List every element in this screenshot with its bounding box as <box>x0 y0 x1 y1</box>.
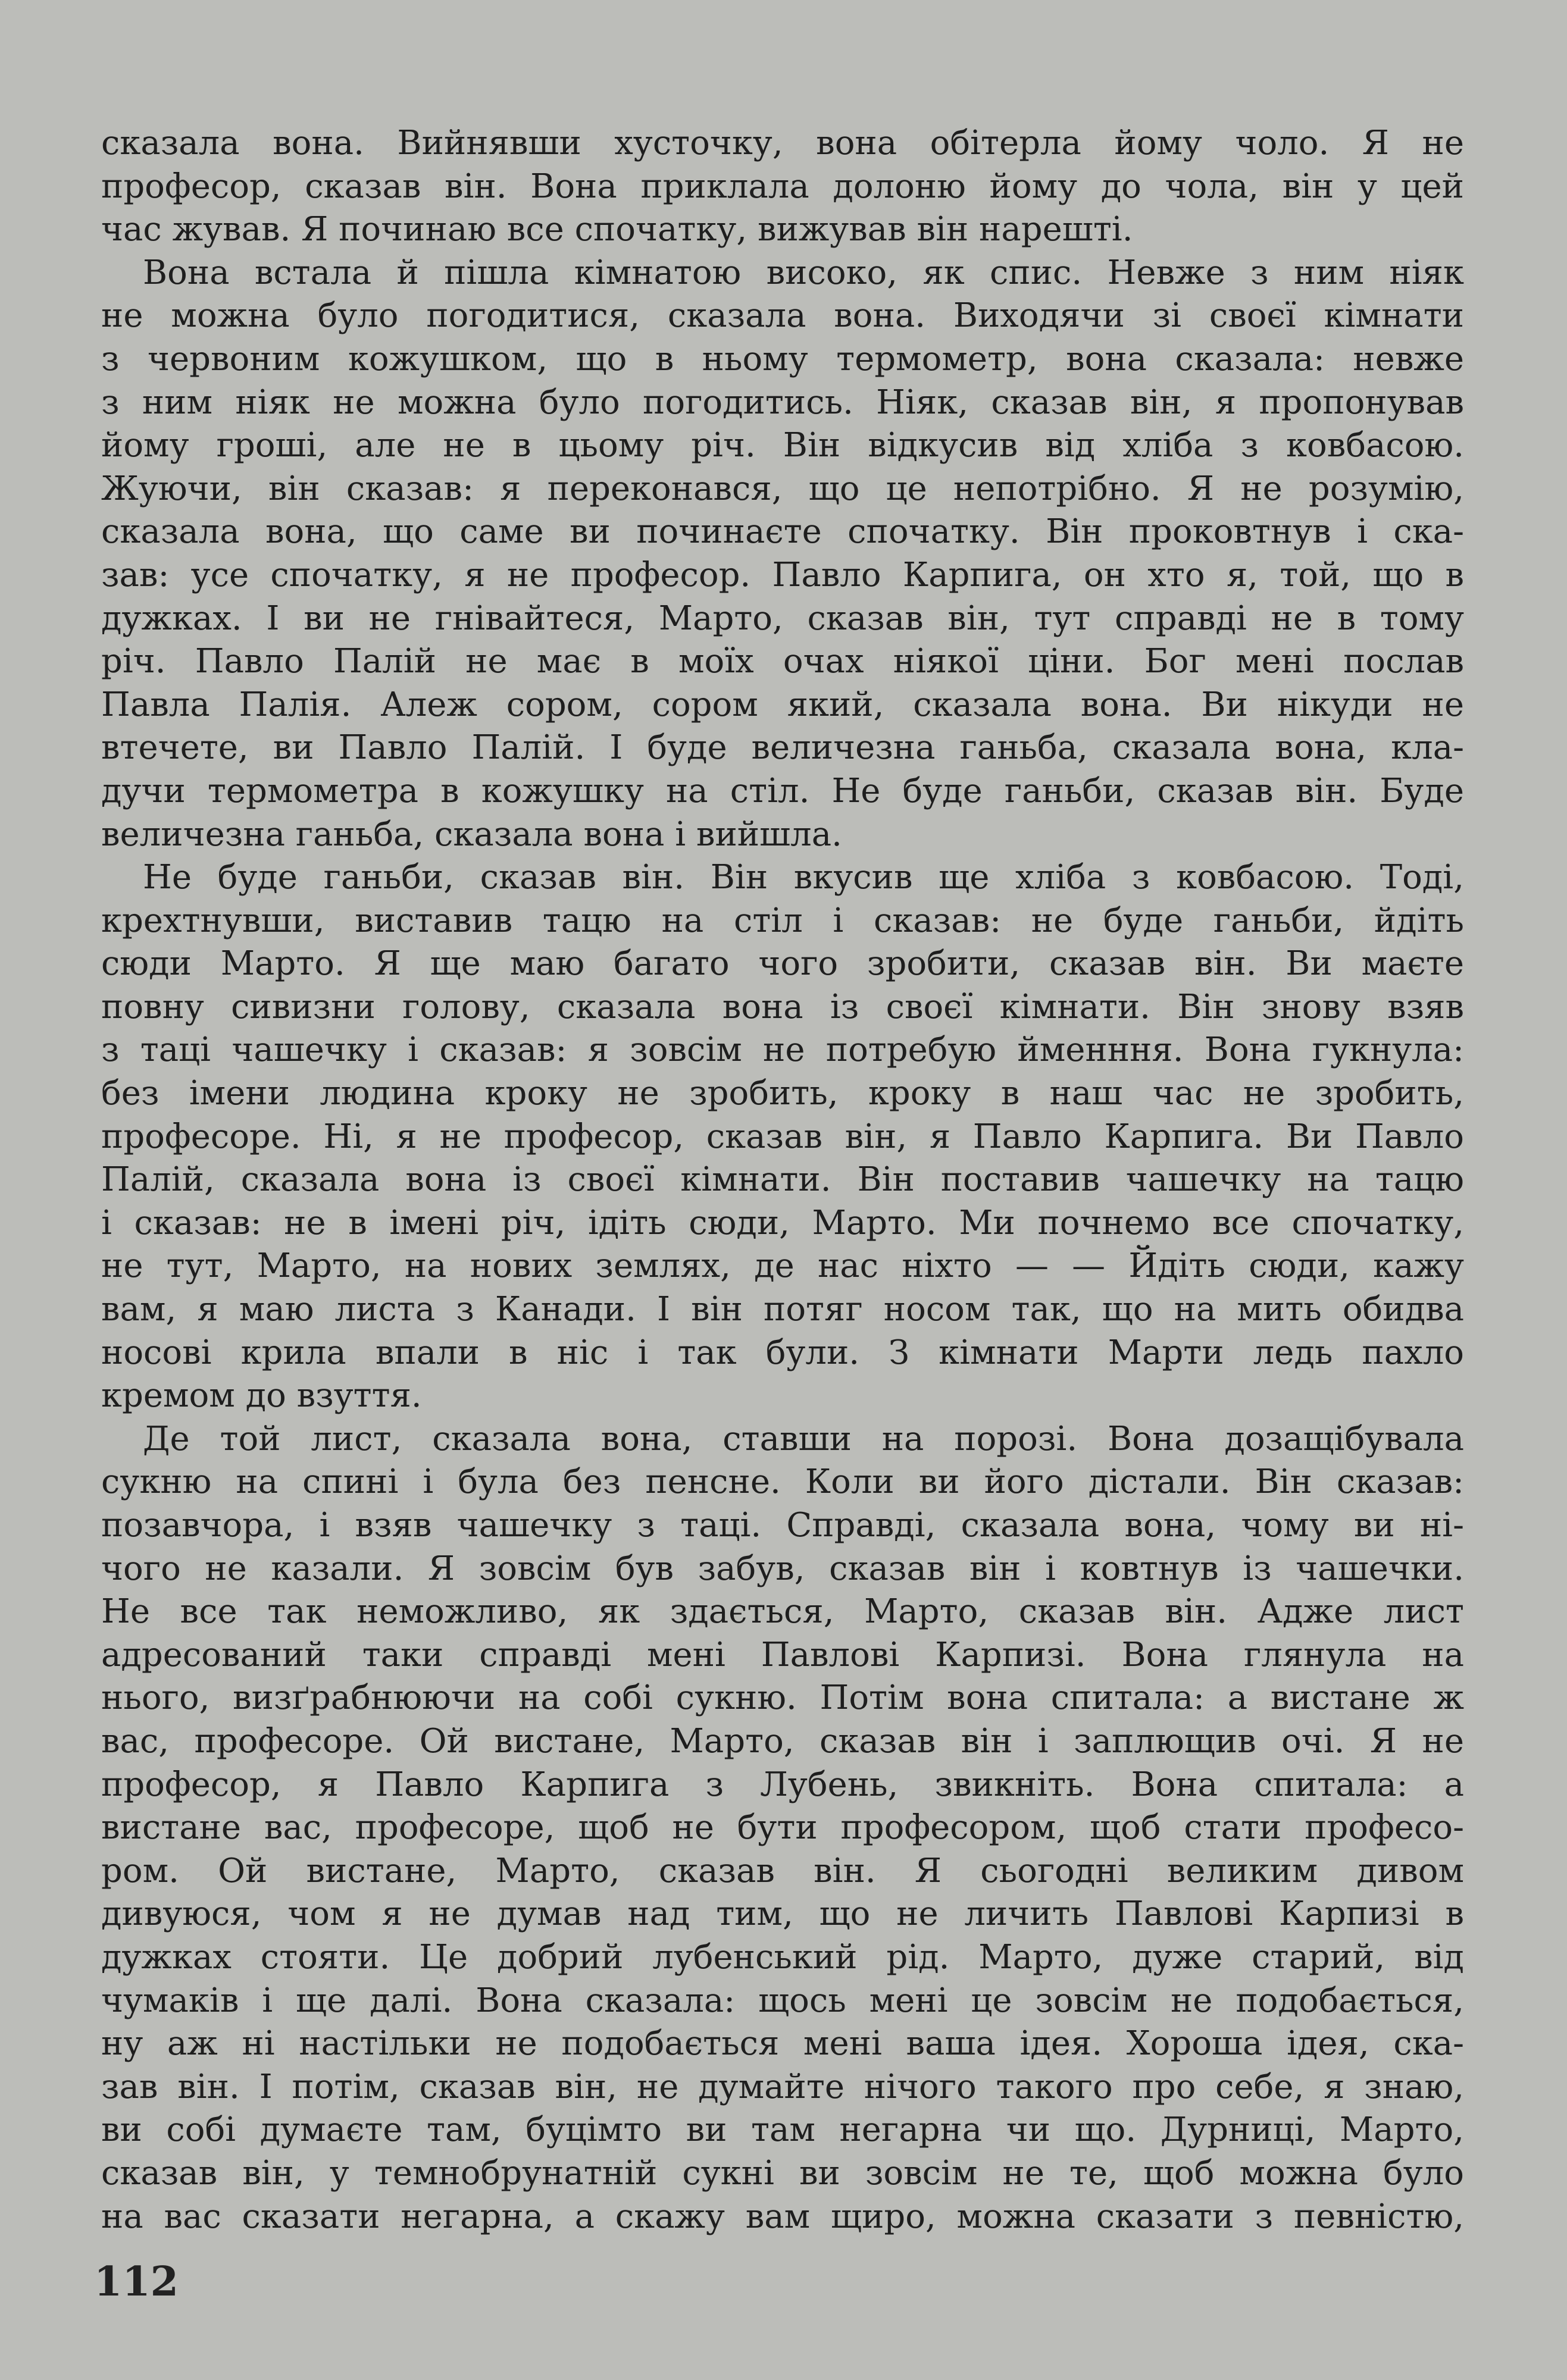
text-line: не можна було погодитися, сказала вона. Виходячи зі своєї кімнати <box>101 296 1464 336</box>
text-line: професор, сказав він. Вона приклала долоню йому до чола, він у цей <box>101 167 1464 206</box>
text-line: вам, я маю листа з Канади. І він потяг носом так, що на мить обидва <box>101 1290 1464 1329</box>
text-line: дучи термометра в кожушку на стіл. Не буде ганьби, сказав він. Буде <box>101 771 1464 810</box>
text-line: крехтнувши, виставив тацю на стіл і сказав: не буде ганьби, йдіть <box>101 901 1464 940</box>
text-line: адресований таки справді мені Павлові Карпизі. Вона глянула на <box>101 1635 1464 1674</box>
text-line: дужках стояти. Це добрий лубенський рід. Марто, дуже старий, від <box>101 1937 1464 1977</box>
text-line: сукню на спині і була без пенсне. Коли ви його дістали. Він сказав: <box>101 1463 1464 1502</box>
text-line: Палій, сказала вона із своєї кімнати. Він поставив чашечку на тацю <box>101 1160 1464 1200</box>
text-line: на вас сказати негарна, а скажу вам щиро, можна сказати з певністю, <box>101 2197 1464 2236</box>
text-line: втечете, ви Павло Палій. І буде величезна ганьба, сказала вона, кла- <box>101 728 1464 768</box>
text-line: Павла Палія. Алеж сором, сором який, сказала вона. Ви нікуди не <box>101 685 1464 724</box>
text-line: сказала вона, що саме ви починаєте спочатку. Він проковтнув і ска- <box>101 512 1464 552</box>
text-line: не тут, Марто, на нових землях, де нас ніхто — — Йдіть сюди, кажу <box>101 1247 1464 1286</box>
text-line: кремом до взуття. <box>101 1376 422 1416</box>
text-line: вас, професоре. Ой вистане, Марто, сказав він і заплющив очі. Я не <box>101 1721 1464 1761</box>
text-line: без імени людина кроку не зробить, кроку в наш час не зробить, <box>101 1074 1464 1113</box>
text-line: зав він. І потім, сказав він, не думайте нічого такого про себе, я знаю, <box>101 2067 1464 2106</box>
text-line: професор, я Павло Карпига з Лубень, звикніть. Вона спитала: а <box>101 1765 1464 1804</box>
text-line: ром. Ой вистане, Марто, сказав він. Я сьогодні великим дивом <box>101 1851 1464 1890</box>
text-line: з ним ніяк не можна було погодитись. Ніяк, сказав він, я пропонував <box>101 383 1464 422</box>
text-line: позавчора, і взяв чашечку з таці. Справді, сказала вона, чому ви ні- <box>101 1506 1464 1545</box>
page-number: 112 <box>94 2258 179 2306</box>
text-line: йому гроші, але не в цьому річ. Він відкусив від хліба з ковбасою. <box>101 426 1464 465</box>
text-line: Не буде ганьби, сказав він. Він вкусив ще хліба з ковбасою. Тоді, <box>143 858 1464 897</box>
text-line: річ. Павло Палій не має в моїх очах ніякої ціни. Бог мені послав <box>101 642 1464 681</box>
text-line: вистане вас, професоре, щоб не бути професором, щоб стати професо- <box>101 1808 1464 1847</box>
text-line: Вона встала й пішла кімнатою високо, як спис. Невже з ним ніяк <box>143 253 1464 292</box>
text-line: чумаків і ще далі. Вона сказала: щось мені це зовсім не подобається, <box>101 1981 1464 2020</box>
text-line: з червоним кожушком, що в ньому термометр, вона сказала: невже <box>101 339 1464 378</box>
text-line: повну сивизни голову, сказала вона із своєї кімнати. Він знову взяв <box>101 987 1464 1026</box>
body-text <box>101 122 1464 2238</box>
text-line: з таці чашечку і сказав: я зовсім не потребую йменння. Вона гукнула: <box>101 1031 1464 1070</box>
text-line: сказала вона. Вийнявши хусточку, вона обітерла йому чоло. Я не <box>101 124 1464 162</box>
text-line: нього, визґрабнюючи на собі сукню. Потім вона спитала: а вистане ж <box>101 1678 1464 1718</box>
text-line: сказав він, у темнобрунатній сукні ви зовсім не те, щоб можна було <box>101 2153 1464 2193</box>
text-line: Жуючи, він сказав: я переконався, що це непотрібно. Я не розумію, <box>101 469 1464 508</box>
text-line: зав: усе спочатку, я не професор. Павло Карпига, он хто я, той, що в <box>101 555 1464 594</box>
text-line: сюди Марто. Я ще маю багато чого зробити, сказав він. Ви маєте <box>101 944 1464 984</box>
text-line: чого не казали. Я зовсім був забув, сказав він і ковтнув із чашечки. <box>101 1549 1464 1588</box>
text-line: і сказав: не в імені річ, ідіть сюди, Марто. Ми почнемо все спочатку, <box>101 1203 1464 1242</box>
text-line: Не все так неможливо, як здається, Марто, сказав він. Адже лист <box>101 1592 1464 1631</box>
text-line: професоре. Ні, я не професор, сказав він, я Павло Карпига. Ви Павло <box>101 1117 1464 1156</box>
text-line: ви собі думаєте там, буцімто ви там негарна чи що. Дурниці, Марто, <box>101 2110 1464 2150</box>
text-line: носові крила впали в ніс і так були. З кімнати Марти ледь пахло <box>101 1333 1464 1372</box>
text-line: дужках. І ви не гнівайтеся, Марто, сказав він, тут справді не в тому <box>101 599 1464 638</box>
text-line: Де той лист, сказала вона, ставши на порозі. Вона дозащібувала <box>143 1419 1464 1458</box>
text-line: величезна ганьба, сказала вона і вийшла. <box>101 815 842 854</box>
text-line: ну аж ні настільки не подобається мені ваша ідея. Хороша ідея, ска- <box>101 2024 1464 2063</box>
text-line: дивуюся, чом я не думав над тим, що не личить Павлові Карпизі в <box>101 1894 1464 1934</box>
text-line: час жував. Я починаю все спочатку, вижував він нарешті. <box>101 210 1133 249</box>
